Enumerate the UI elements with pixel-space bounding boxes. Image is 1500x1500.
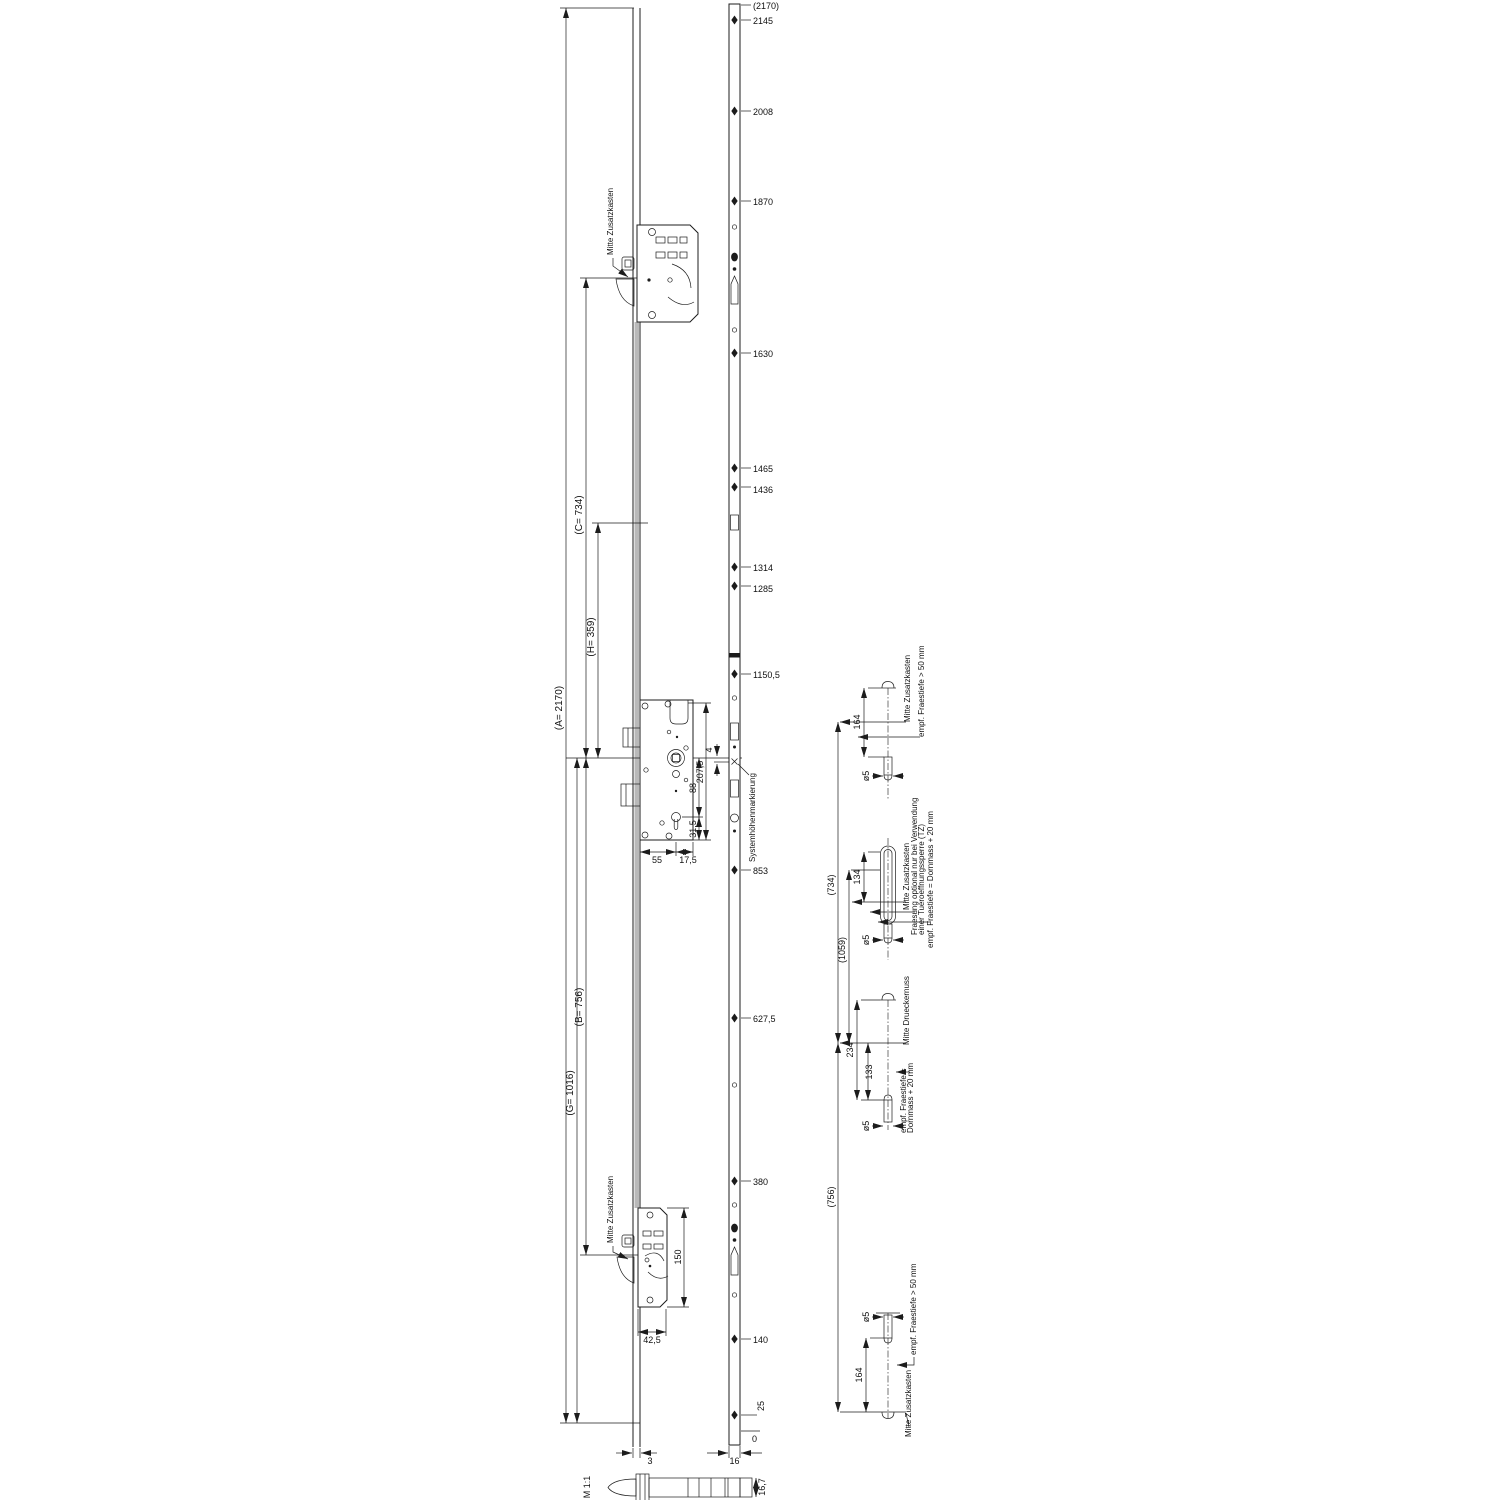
tick-1870: 1870 xyxy=(753,197,774,207)
lower-hook-case xyxy=(606,1176,689,1345)
tick-1314: 1314 xyxy=(753,563,774,573)
label-systemhoehenmarkierung: Systemhöhenmarkierung xyxy=(748,773,757,862)
dim-edge: 17,5 xyxy=(679,855,697,865)
dimension-chain-lines xyxy=(566,8,598,1423)
detail3-hole-dia: ø5 xyxy=(861,1120,871,1132)
tick-1150-5: 1150,5 xyxy=(753,670,780,680)
detail4-label-fraestiefe: empf. Fraestiefe > 50 mm xyxy=(909,1263,918,1355)
tick-25: 25 xyxy=(756,1400,766,1412)
tick-2008: 2008 xyxy=(753,107,774,117)
detail-4 xyxy=(840,1263,918,1437)
detail3-dim-133: 133 xyxy=(864,1064,874,1080)
detail2-label-fraestiefe-dorn: empf. Fraestiefe = Dornmass + 20 mm xyxy=(926,811,935,948)
detail4-hole-dia: ø5 xyxy=(861,1311,871,1323)
faceplate-front-view xyxy=(704,1,780,1466)
dim-profile-height: 16,7 xyxy=(757,1478,767,1496)
detail1-label-mitte: Mitte Zusatzkasten xyxy=(903,654,912,722)
detail3-label-fraestiefe-1: empf. Fraestiefe = xyxy=(899,1068,908,1133)
label-mitte-zusatzkasten-top: Mitte Zusatzkasten xyxy=(606,187,615,255)
detail-2 xyxy=(851,798,935,960)
detail1-dim-164: 164 xyxy=(852,714,862,730)
tick-853: 853 xyxy=(753,866,769,876)
faceplate-width-dim xyxy=(707,1446,762,1466)
bracket-1059: (1059) xyxy=(837,936,847,964)
dim-plate-thickness: 3 xyxy=(647,1456,653,1466)
label-scale: M 1:1 xyxy=(582,1475,592,1499)
tick-1465: 1465 xyxy=(753,464,774,474)
lock-side-view xyxy=(554,8,742,1466)
detail-1 xyxy=(840,645,926,800)
detail3-dim-234: 234 xyxy=(845,1042,855,1058)
dim-follower-cylinder: 88 xyxy=(688,782,698,794)
upper-hook-case xyxy=(606,188,698,322)
tick-2145: 2145 xyxy=(753,16,774,26)
dim-label-C: (C= 734) xyxy=(574,495,585,535)
dim-offset-4: 4 xyxy=(704,747,714,753)
tick-0: 0 xyxy=(752,1434,758,1444)
tick-1285: 1285 xyxy=(753,584,774,594)
tick-1630: 1630 xyxy=(753,349,774,359)
dim-case-height: 207,5 xyxy=(695,760,705,784)
dim-cylinder-bottom: 31,5 xyxy=(688,820,698,838)
dim-label-H: (H= 359) xyxy=(586,617,597,657)
detail-3 xyxy=(840,976,915,1133)
dim-backset: 55 xyxy=(651,855,663,865)
detail1-label-fraestiefe: empf. Fraestiefe > 50 mm xyxy=(917,645,926,737)
dim-faceplate-width: 16 xyxy=(729,1456,740,1466)
dim-lower-width: 42,5 xyxy=(643,1335,661,1345)
dim-label-A: (A= 2170) xyxy=(554,685,565,731)
detail2-hole-dia: ø5 xyxy=(861,934,871,946)
profile-section-view xyxy=(582,1474,767,1500)
tick-140: 140 xyxy=(753,1335,769,1345)
detail2-label-fraesung-2: einer Tueroeffnungssperre (TZ) xyxy=(917,823,926,935)
dim-label-G: (G= 1016) xyxy=(565,1070,576,1116)
detail1-hole-dia: ø5 xyxy=(861,770,871,782)
detail4-dim-164: 164 xyxy=(854,1367,864,1383)
tick-1436: 1436 xyxy=(753,485,774,495)
tick-627-5: 627,5 xyxy=(753,1014,776,1024)
detail2-dim-134: 134 xyxy=(852,869,862,885)
detail3-label-fraestiefe-2: Dornmass + 20 mm xyxy=(906,1062,915,1133)
detail4-label-mitte: Mitte Zusatzkasten xyxy=(904,1369,913,1437)
detail2-label-mitte: Mitte Zusatzkasten xyxy=(902,842,911,910)
label-mitte-zusatzkasten-bottom: Mitte Zusatzkasten xyxy=(606,1175,615,1243)
drill-detail-column xyxy=(826,645,935,1437)
bracket-756: (756) xyxy=(826,1186,836,1208)
detail2-label-fraesung-1: Fraesung optional nur bei Verwendung xyxy=(910,797,919,935)
dim-label-B: (B= 756) xyxy=(574,987,585,1027)
bracket-734: (734) xyxy=(826,874,836,896)
tick-380: 380 xyxy=(753,1177,769,1187)
detail3-label-drueckernuss: Mitte Drueckernuss xyxy=(902,976,911,1045)
plate-thickness-dim xyxy=(616,1448,657,1466)
dim-lower-height: 150 xyxy=(673,1249,683,1265)
tick-2170: (2170) xyxy=(753,1,780,11)
